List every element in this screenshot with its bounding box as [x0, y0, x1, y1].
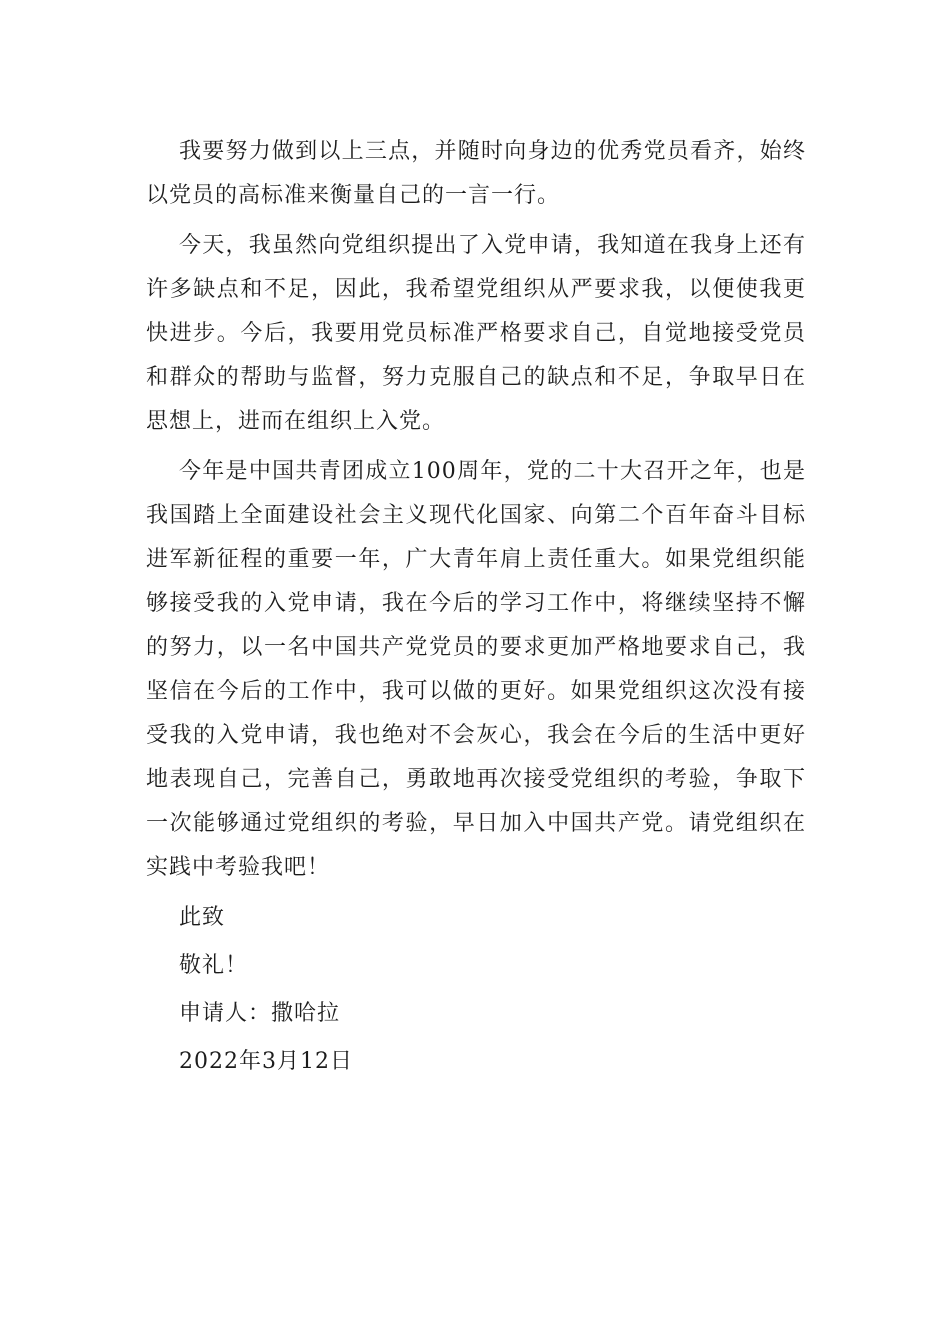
signature-line: 申请人：撒哈拉: [179, 1001, 341, 1026]
closing-respect: 敬礼！: [179, 953, 249, 978]
closing-salutation: 此致: [179, 905, 226, 930]
date-line: 2022年3月12日: [179, 1049, 353, 1074]
paragraph-commitment: 我要努力做到以上三点，并随时向身边的优秀党员看齐，始终以党员的高标准来衡量自己的一言一行。: [146, 139, 806, 208]
paragraph-application: 今天，我虽然向党组织提出了入党申请，我知道在我身上还有许多缺点和不足，因此，我希望党组织从严要求我，以便使我更快进步。今后，我要用党员标准严格要求自己，自觉地接受党员和群众的帮助与监督，努力克服自己的缺点和不足，争取早日在思想上，进而在组织上入党。: [146, 233, 806, 434]
letter-body: [146, 130, 806, 1088]
paragraph-anniversary: 今年是中国共青团成立100周年，党的二十大召开之年，也是我国踏上全面建设社会主义现代化国家、向第二个百年奋斗目标进军新征程的重要一年，广大青年肩上责任重大。如果党组织能够接受我的入党申请，我在今后的学习工作中，将继续坚持不懈的努力，以一名中国共产党党员的要求更加严格地要求自己，我坚信在今后的工作中，我可以做的更好。如果党组织这次没有接受我的入党申请，我也绝对不会灰心，我会在今后的生活中更好地表现自己，完善自己，勇敢地再次接受党组织的考验，争取下一次能够通过党组织的考验，早日加入中国共产党。请党组织在实践中考验我吧！: [146, 459, 806, 880]
